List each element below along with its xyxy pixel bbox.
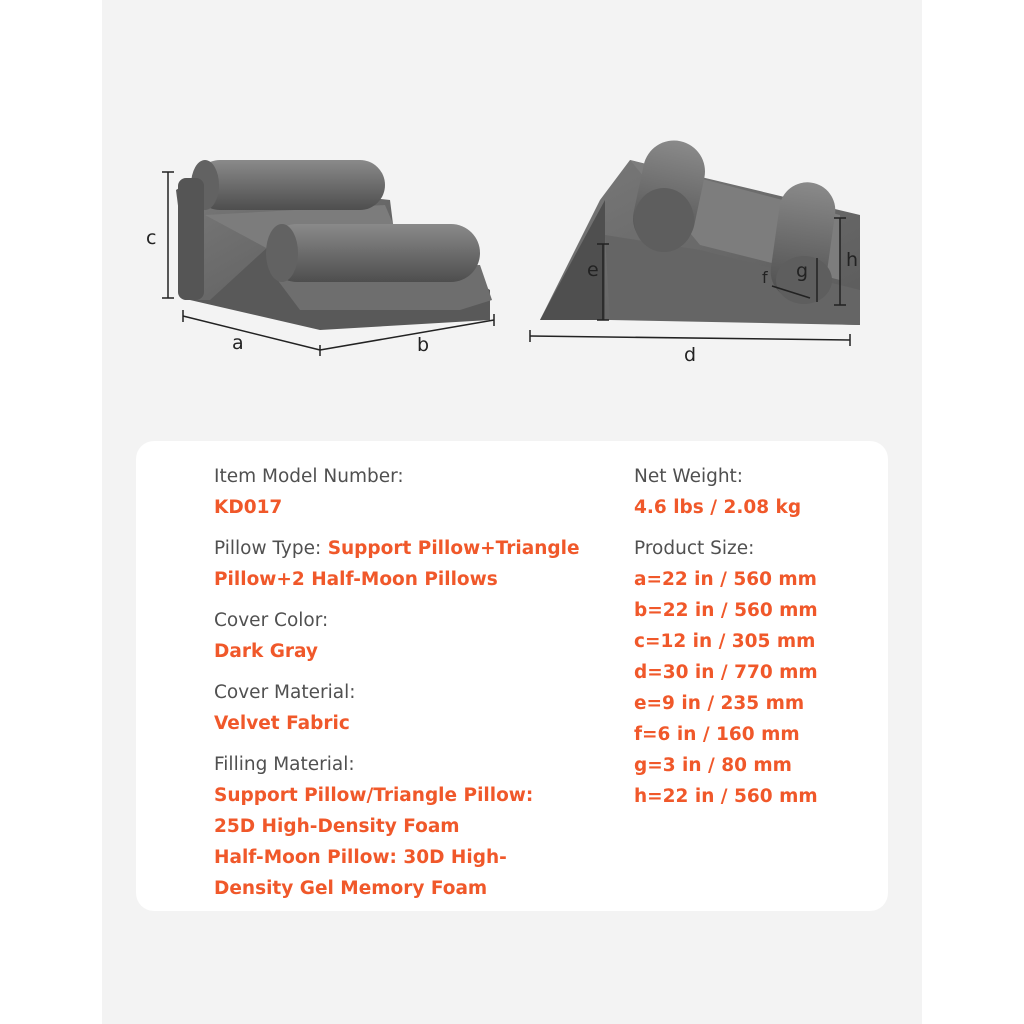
spec-size-c: c=12 in / 305 mm: [634, 631, 816, 652]
spec-filling-value-line-4: Density Gel Memory Foam: [214, 878, 488, 899]
spec-pillow-type-label: Pillow Type:: [214, 538, 322, 559]
spec-net-weight: [634, 461, 864, 523]
spec-size-g: g=3 in / 80 mm: [634, 755, 792, 776]
pillow-set-right-image: [540, 135, 860, 325]
dimension-label-g: g: [796, 260, 809, 282]
dimension-label-b: b: [417, 334, 430, 356]
specs-right-column: [634, 461, 864, 822]
spec-size-a: a=22 in / 560 mm: [634, 569, 817, 590]
dimension-label-h: h: [846, 249, 859, 271]
spec-product-size-label: Product Size:: [634, 538, 755, 559]
dimension-label-e: e: [587, 259, 599, 281]
dimension-label-f: f: [762, 268, 768, 287]
spec-cover-color: [214, 605, 594, 667]
spec-size-d: d=30 in / 770 mm: [634, 662, 818, 683]
product-dimension-diagram: [0, 0, 1024, 420]
specs-left-column: [214, 461, 594, 914]
spec-pillow-type: [214, 533, 594, 595]
spec-size-e: e=9 in / 235 mm: [634, 693, 805, 714]
spec-model-label: Item Model Number:: [214, 466, 404, 487]
spec-cover-material-value: Velvet Fabric: [214, 713, 350, 734]
spec-filling-material-label: Filling Material:: [214, 754, 355, 775]
spec-filling-material: [214, 749, 594, 904]
spec-cover-material-label: Cover Material:: [214, 682, 356, 703]
spec-cover-material: [214, 677, 594, 739]
spec-model: [214, 461, 594, 523]
specifications-card: [136, 441, 888, 911]
spec-filling-value-line-3: Half-Moon Pillow: 30D High-: [214, 847, 507, 868]
spec-pillow-type-value-line-2: Pillow+2 Half-Moon Pillows: [214, 569, 498, 590]
spec-product-size: [634, 533, 864, 812]
spec-net-weight-value: 4.6 lbs / 2.08 kg: [634, 497, 802, 518]
spec-cover-color-value: Dark Gray: [214, 641, 318, 662]
spec-size-f: f=6 in / 160 mm: [634, 724, 800, 745]
spec-pillow-type-value-line-1: Support Pillow+Triangle: [327, 538, 580, 559]
spec-model-value: KD017: [214, 497, 283, 518]
dimension-label-c: c: [146, 227, 157, 249]
pillow-set-left-image: [176, 160, 492, 330]
spec-filling-value-line-2: 25D High-Density Foam: [214, 816, 460, 837]
spec-size-b: b=22 in / 560 mm: [634, 600, 818, 621]
spec-net-weight-label: Net Weight:: [634, 466, 744, 487]
dimension-label-a: a: [232, 332, 244, 354]
dimension-label-d: d: [684, 344, 697, 366]
spec-size-h: h=22 in / 560 mm: [634, 786, 818, 807]
spec-cover-color-label: Cover Color:: [214, 610, 329, 631]
dimension-line-d: [530, 336, 850, 340]
spec-filling-value-line-1: Support Pillow/Triangle Pillow:: [214, 785, 534, 806]
